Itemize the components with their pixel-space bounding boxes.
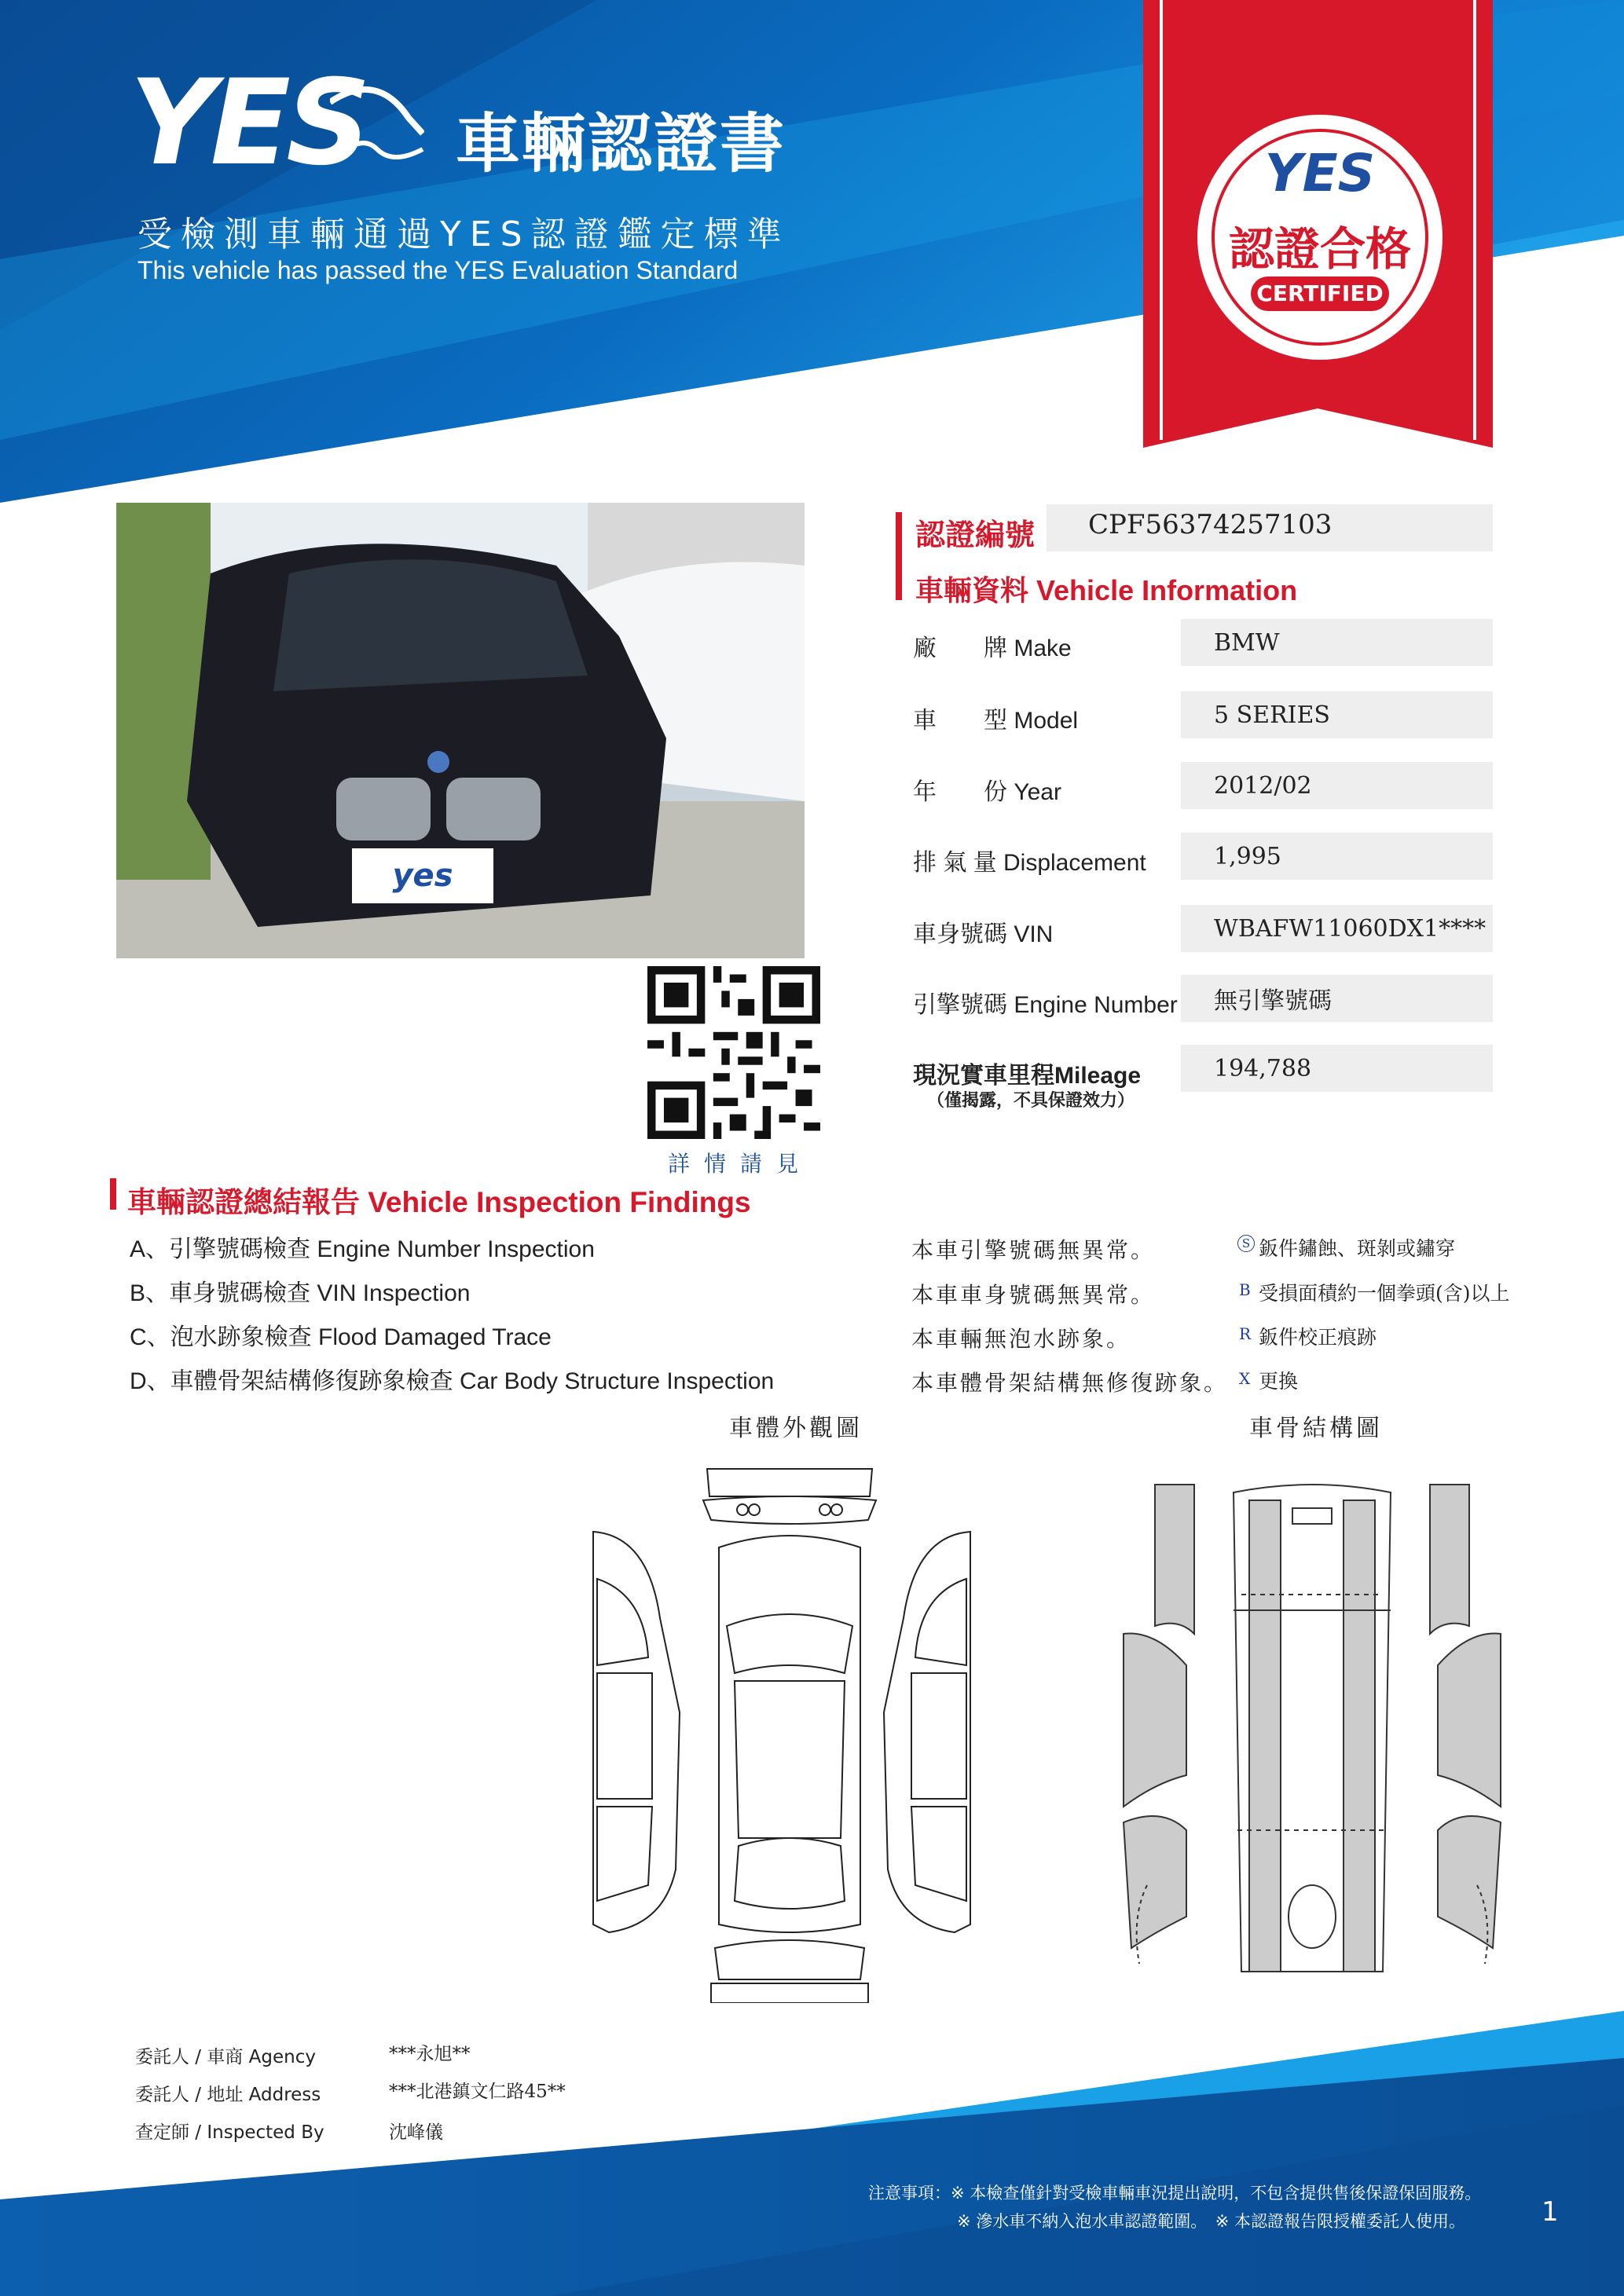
notice-line-1: 注意事項：※ 本檢查僅針對受檢車輛車況提出說明，不包含提供售後保證保固服務。 <box>868 2184 1482 2203</box>
exterior-diagram-title: 車體外觀圖 <box>729 1415 863 1442</box>
exterior-diagram <box>585 1461 978 2003</box>
field-label-mileage: 現況實車里程Mileage <box>913 1063 1142 1089</box>
badge-text-zh: 認證合格 <box>1228 222 1411 276</box>
legend-text-x: 更換 <box>1259 1370 1299 1393</box>
field-value-engine-number: 無引擎號碼 <box>1181 975 1493 1022</box>
findings-title: 車輛認證總結報告 Vehicle Inspection Findings <box>127 1186 751 1218</box>
legend-code-x: X <box>1239 1369 1251 1388</box>
field-label-year: 年 份 Year <box>913 779 1061 805</box>
badge-logo: YES <box>1264 143 1376 203</box>
legend-text-b: 受損面積約一個拳頭(含)以上 <box>1259 1282 1510 1305</box>
legend-code-s: S <box>1237 1235 1255 1252</box>
field-value-mileage: 194,788 <box>1181 1045 1493 1092</box>
finding-result-engine: 本車引擎號碼無異常。 <box>911 1237 1156 1263</box>
inspector-label: 查定師 / Inspected By <box>135 2122 324 2143</box>
legend-text-r: 鈑件校正痕跡 <box>1259 1326 1377 1349</box>
finding-result-structure: 本車體骨架結構無修復跡象。 <box>911 1370 1229 1396</box>
qr-code[interactable] <box>647 966 820 1139</box>
car-swoosh-icon <box>330 71 424 165</box>
inspector-value: 沈峰儀 <box>389 2122 443 2143</box>
qr-caption: 詳情請見 <box>668 1151 813 1177</box>
address-label: 委託人 / 地址 Address <box>135 2085 321 2105</box>
legend-code-r: R <box>1239 1324 1252 1343</box>
subtitle-zh: 受檢測車輛通過YES認證鑑定標準 <box>137 214 790 255</box>
yes-logo: YES <box>130 55 367 192</box>
structure-diagram-title: 車骨結構圖 <box>1249 1415 1383 1442</box>
badge-text-en: CERTIFIED <box>1251 276 1389 311</box>
field-label-engine-number: 引擎號碼 Engine Number <box>913 992 1178 1018</box>
field-label-vin: 車身號碼 VIN <box>913 921 1054 947</box>
finding-label-structure: D、車體骨架結構修復跡象檢查 Car Body Structure Inspection <box>130 1368 775 1394</box>
certified-badge <box>1202 119 1438 355</box>
cert-number-value: CPF56374257103 <box>1088 509 1333 540</box>
field-value-make: BMW <box>1181 619 1493 666</box>
svg-text:yes: yes <box>392 858 453 894</box>
agency-label: 委託人 / 車商 Agency <box>135 2047 316 2067</box>
legend-code-b: B <box>1239 1280 1251 1299</box>
mileage-note: （僅揭露，不具保證效力） <box>927 1091 1135 1111</box>
agency-value: ***永旭** <box>389 2044 471 2064</box>
finding-label-flood: C、泡水跡象檢查 Flood Damaged Trace <box>130 1324 552 1350</box>
notice-line-2: ※ 滲水車不納入泡水車認證範圍。 ※ 本認證報告限授權委託人使用。 <box>957 2212 1466 2231</box>
finding-result-vin: 本車車身號碼無異常。 <box>911 1282 1156 1308</box>
field-value-vin: WBAFW11060DX1**** <box>1181 905 1493 952</box>
address-value: ***北港鎮文仁路45** <box>389 2082 566 2102</box>
structure-diagram <box>1108 1477 1516 1979</box>
finding-result-flood: 本車輛無泡水跡象。 <box>911 1326 1131 1352</box>
field-value-year: 2012/02 <box>1181 762 1493 809</box>
field-value-displacement: 1,995 <box>1181 833 1493 880</box>
field-value-model: 5 SERIES <box>1181 691 1493 738</box>
legend-text-s: 鈑件鏽蝕、斑剝或鏽穿 <box>1259 1237 1456 1260</box>
certificate-title: 車輛認證書 <box>456 107 786 181</box>
field-label-make: 廠 牌 Make <box>913 635 1072 661</box>
vehicle-info-title: 車輛資料 Vehicle Information <box>915 574 1298 606</box>
page-number: 1 <box>1542 2196 1559 2228</box>
finding-label-vin: B、車身號碼檢查 VIN Inspection <box>130 1280 471 1306</box>
field-label-displacement: 排 氣 量 Displacement <box>913 850 1146 876</box>
vehicle-photo <box>116 503 805 958</box>
subtitle-en: This vehicle has passed the YES Evaluation Standard <box>137 256 739 284</box>
field-label-model: 車 型 Model <box>913 708 1079 734</box>
cert-number-label: 認證編號 <box>915 519 1036 552</box>
finding-label-engine: A、引擎號碼檢查 Engine Number Inspection <box>130 1236 595 1262</box>
